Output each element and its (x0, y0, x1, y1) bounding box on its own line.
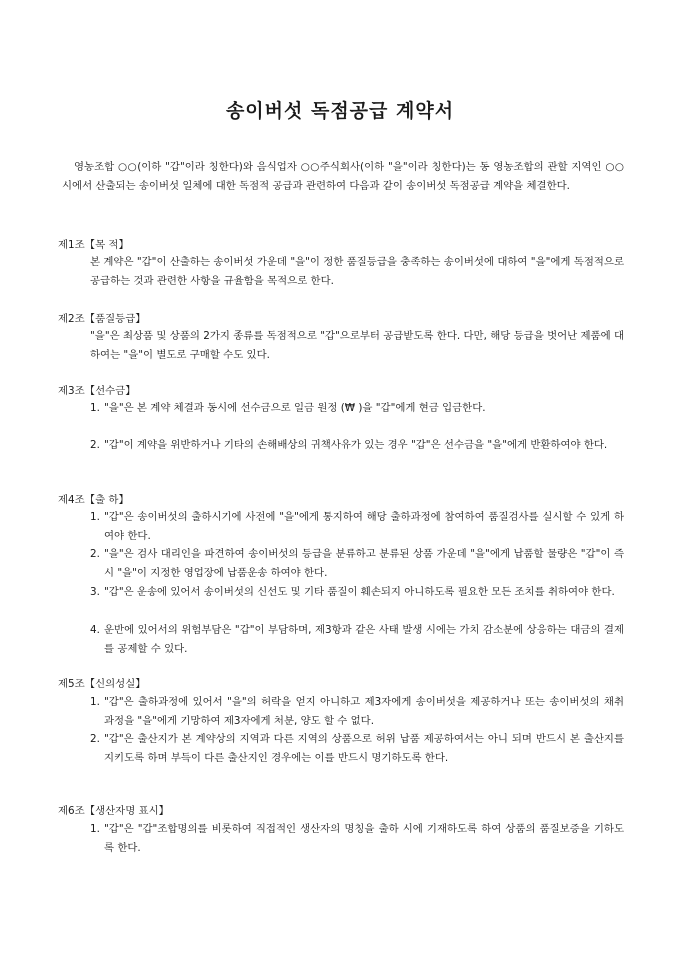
article-4-title: 제4조【출 하】 (58, 494, 129, 506)
item-text: "갑"은 출산지가 본 계약상의 지역과 다른 지역의 상품으로 허위 납품 제공하여서는 아니 되며 반드시 본 출산지를 지키도록 하며 부득이 다른 출산지인 경우에는 이를 반드시 명기하도록 한다. (104, 733, 624, 764)
article-3-item-2 (90, 436, 624, 455)
item-number: 2. (90, 733, 100, 745)
article-3-title: 제3조【선수금】 (58, 385, 136, 397)
article-6-item-1 (90, 820, 624, 858)
item-text: 운반에 있어서의 위험부담은 "갑"이 부담하며, 제3항과 같은 사태 발생 시에는 가치 감소분에 상응하는 대금의 결제를 공제할 수 있다. (104, 624, 624, 655)
item-number: 3. (90, 586, 100, 598)
article-5-item-2 (90, 730, 624, 768)
intro-paragraph: 영농조합 ○○(이하 "갑"이라 칭한다)와 음식업자 ○○주식회사(이하 "을"이라 칭한다)는 동 영농조합의 관할 지역인 ○○시에서 산출되는 송이버섯 일체에 대한 독점적 공급과 관련하여 다음과 같이 송이버섯 독점공급 계약을 체결한다. (62, 161, 624, 192)
item-number: 4. (90, 624, 100, 636)
item-text: "갑"은 송이버섯의 출하시기에 사전에 "을"에게 통지하여 해당 출하과정에 참여하여 품질검사를 실시할 수 있게 하여야 한다. (104, 511, 624, 542)
article-4-item-1 (90, 508, 624, 546)
item-number: 1. (90, 823, 100, 835)
item-number: 2. (90, 439, 100, 451)
item-text: "을"은 검사 대리인을 파견하여 송이버섯의 등급을 분류하고 분류된 상품 가운데 "을"에게 납품할 물량은 "갑"이 즉시 "을"이 지정한 영업장에 납품운송 하여야 한다. (104, 548, 624, 579)
item-number: 2. (90, 548, 100, 560)
item-number: 1. (90, 402, 100, 414)
article-1-body: 본 계약은 "갑"이 산출하는 송이버섯 가운데 "을"이 정한 품질등급을 충족하는 송이버섯에 대하여 "을"에게 독점적으로 공급하는 것과 관련한 사항을 규율함을 목적으로 한다. (90, 256, 624, 287)
article-2-title: 제2조【품질등급】 (58, 313, 146, 325)
article-5-item-1 (90, 693, 624, 731)
article-2-body: "을"은 최상품 및 상품의 2가지 종류를 독점적으로 "갑"으로부터 공급받도록 한다. 다만, 해당 등급을 벗어난 제품에 대하여는 "을"이 별도로 구매할 수도 있다. (90, 330, 624, 361)
document-title: 송이버섯 독점공급 계약서 (225, 100, 455, 122)
article-5-title: 제5조【신의성실】 (58, 678, 146, 690)
item-text: "갑"이 계약을 위반하거나 기타의 손해배상의 귀책사유가 있는 경우 "갑"은 선수금을 "을"에게 반환하여야 한다. (104, 439, 608, 451)
item-number: 1. (90, 696, 100, 708)
article-4-item-2 (90, 545, 624, 583)
item-text: "갑"은 "갑"조합명의를 비롯하여 직접적인 생산자의 명칭을 출하 시에 기재하도록 하여 상품의 품질보증을 기하도록 한다. (104, 823, 624, 854)
item-text: "갑"은 출하과정에 있어서 "을"의 허락을 얻지 아니하고 제3자에게 송이버섯을 제공하거나 또는 송이버섯의 채취 과정을 "을"에게 기망하여 제3자에게 처분, 양도 할 수 없다. (104, 696, 624, 727)
item-text: "갑"은 운송에 있어서 송이버섯의 신선도 및 기타 품질이 훼손되지 아니하도록 필요한 모든 조치를 취하여야 한다. (104, 586, 615, 598)
article-4-item-3 (90, 583, 624, 602)
article-4-item-4 (90, 621, 624, 659)
article-1-title: 제1조【목 적】 (58, 239, 129, 251)
article-3-item-1 (90, 399, 624, 418)
article-6-title: 제6조【생산자명 표시】 (58, 805, 169, 817)
item-number: 1. (90, 511, 100, 523)
item-text: "을"은 본 계약 체결과 동시에 선수금으로 일금 원정 (₩ )을 "갑"에게 현금 입금한다. (104, 402, 486, 414)
